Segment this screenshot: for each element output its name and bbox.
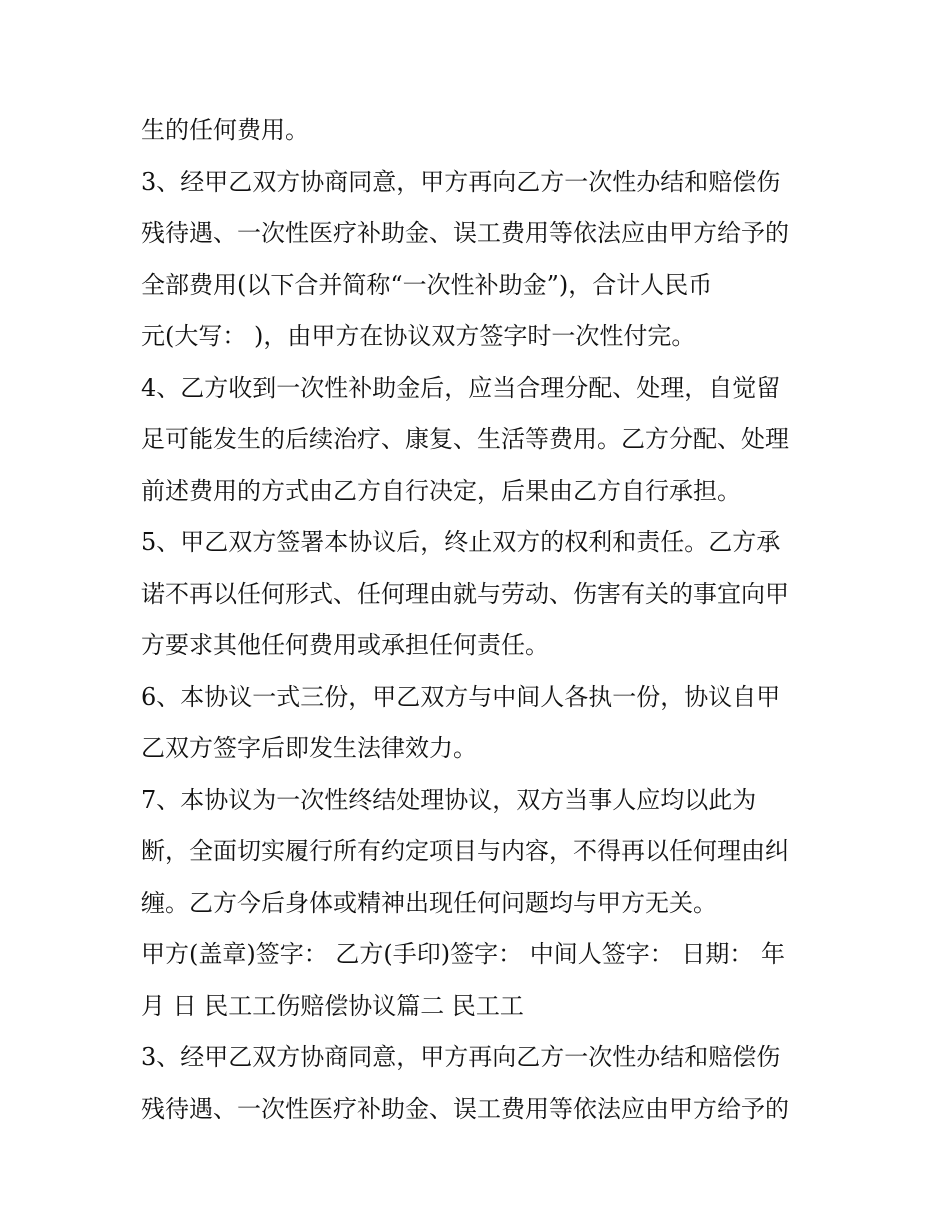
text-line: 诺不再以任何形式、任何理由就与劳动、伤害有关的事宜向甲 <box>141 579 789 608</box>
signature-line: 甲方(盖章)签字： 乙方(手印)签字： 中间人签字： 日期： 年 <box>141 940 785 968</box>
text-line: 残待遇、一次性医疗补助金、误工费用等依法应由甲方给予的 <box>141 1094 789 1123</box>
date-and-section-heading-line: 月 日 民工工伤赔偿协议篇二 民工工 <box>141 991 524 1020</box>
clause-3-line: 3、经甲乙双方协商同意，甲方再向乙方一次性办结和赔偿伤 <box>141 167 781 196</box>
text-line: 足可能发生的后续治疗、康复、生活等费用。乙方分配、处理 <box>141 425 789 453</box>
text-line: 缠。乙方今后身体或精神出现任何问题均与甲方无关。 <box>141 888 717 917</box>
clause-4-line: 4、乙方收到一次性补助金后，应当合理分配、处理，自觉留 <box>141 373 781 402</box>
text-line: 乙双方签字后即发生法律效力。 <box>141 734 477 762</box>
clause-3-line: 3、经甲乙双方协商同意，甲方再向乙方一次性办结和赔偿伤 <box>141 1043 781 1071</box>
text-line: 残待遇、一次性医疗补助金、误工费用等依法应由甲方给予的 <box>141 219 789 247</box>
clause-5-line: 5、甲乙双方签署本协议后，终止双方的权利和责任。乙方承 <box>141 528 781 556</box>
text-line: 前述费用的方式由乙方自行决定，后果由乙方自行承担。 <box>141 476 741 505</box>
clause-7-line: 7、本协议为一次性终结处理协议，双方当事人应均以此为 <box>141 785 757 814</box>
text-line: 元(大写： )，由甲方在协议双方签字时一次性付完。 <box>141 322 696 350</box>
text-line: 方要求其他任何费用或承担任何责任。 <box>141 631 549 659</box>
agreement-body-text <box>141 105 821 1135</box>
clause-6-line: 6、本协议一式三份，甲乙双方与中间人各执一份，协议自甲 <box>141 682 781 711</box>
text-line: 断，全面切实履行所有约定项目与内容，不得再以任何理由纠 <box>141 837 789 865</box>
text-line: 全部费用(以下合并简称“一次性补助金”)，合计人民币 <box>141 270 713 299</box>
text-line: 生的任何费用。 <box>141 116 309 144</box>
